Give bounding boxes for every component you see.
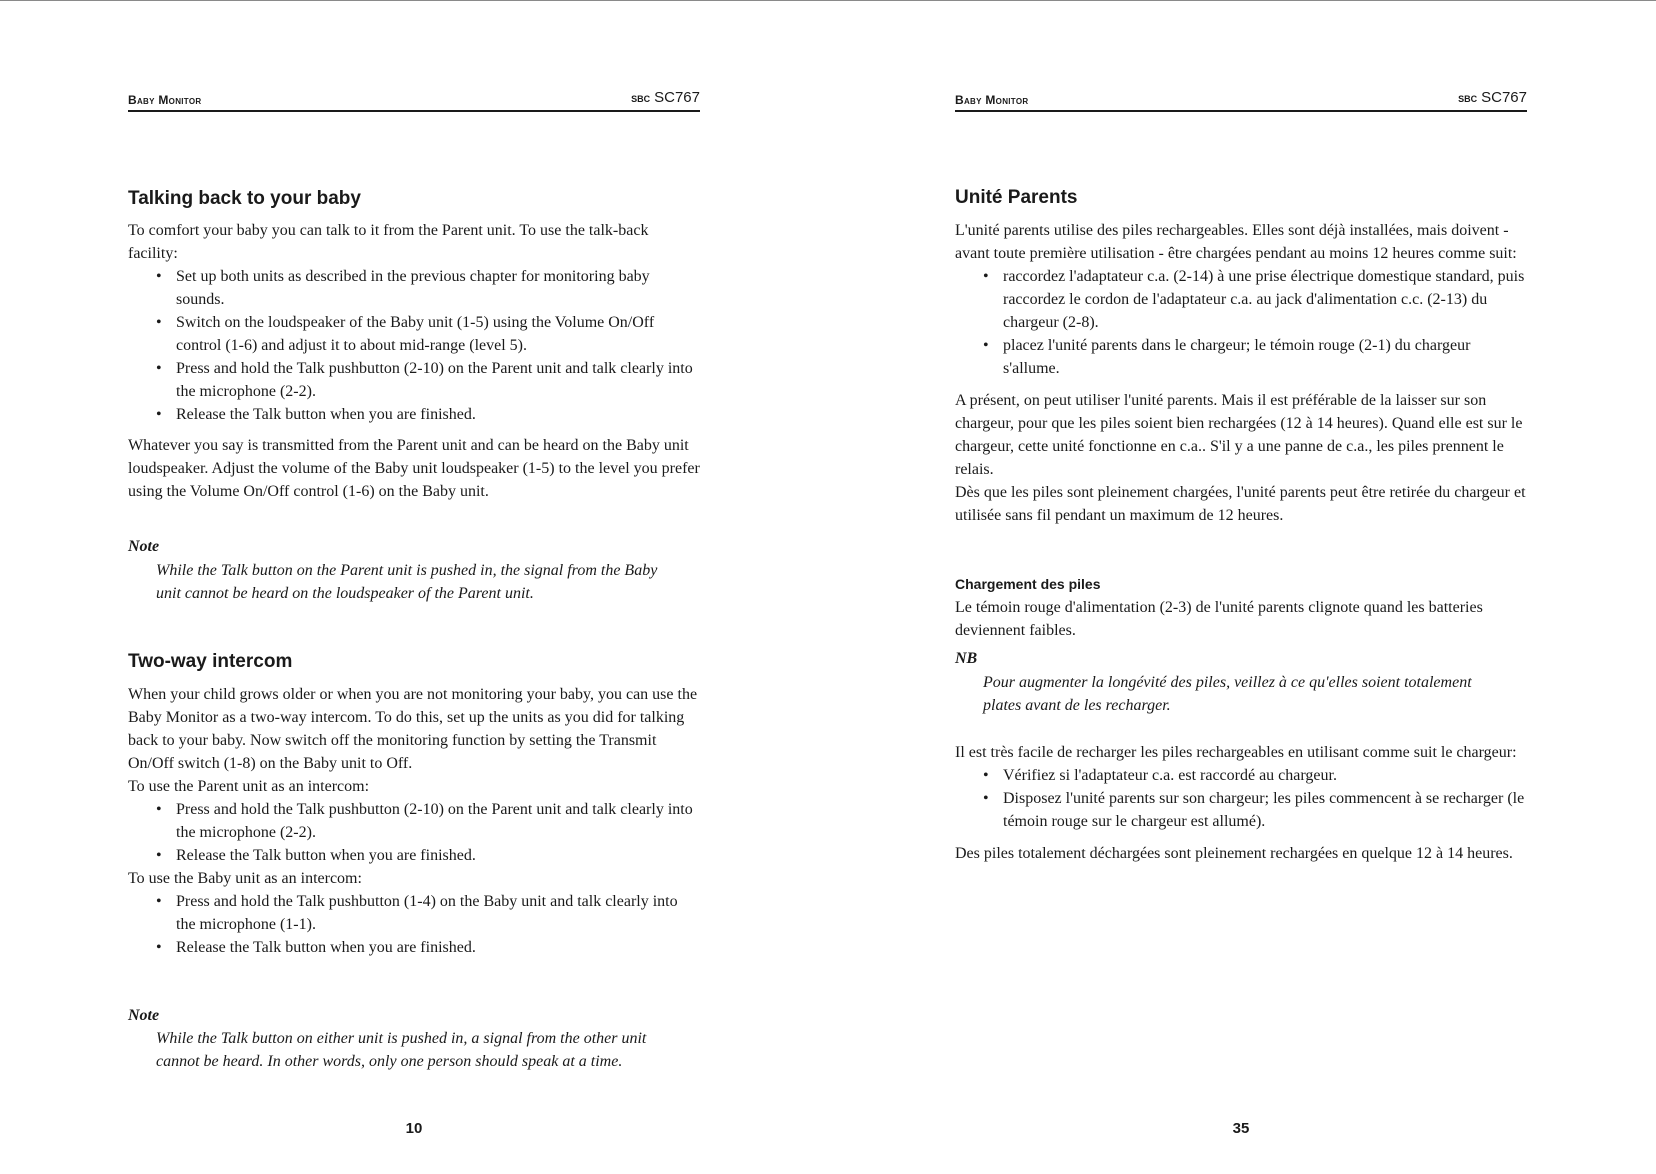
page-number: 10: [405, 1120, 423, 1137]
body-paragraph: Whatever you say is transmitted from the Parent unit and can be heard on the Baby unit loudspeaker. Adjust the volume of the Baby unit loudspeaker (1-5) to the level you prefer using the Volume On/Off control (1-6) on the Baby unit.: [128, 437, 700, 500]
body-paragraph: Dès que les piles sont pleinement chargées, l'unité parents peut être retirée du chargeur et utilisée sans fil pendant un maximum de 12 heures.: [955, 484, 1526, 524]
brand-name: Baby Monitor: [128, 93, 202, 107]
body-paragraph: Il est très facile de recharger les piles rechargeables en utilisant comme suit le chargeur:: [955, 744, 1517, 761]
list-item: • Set up both units as described in the previous chapter for monitoring baby sounds.: [176, 265, 700, 311]
body-paragraph: A présent, on peut utiliser l'unité parents. Mais il est préférable de la laisser sur son chargeur, pour que les piles soient bien rechargées (12 à 14 heures). Quand elle est sur le chargeur, cette unité fonctionne en c.a.. S'il y a une panne de c.a., les piles prennent le relais.: [955, 392, 1523, 478]
brand-name: Baby Monitor: [955, 93, 1029, 107]
note-label: Note: [128, 1007, 160, 1024]
section-body: [955, 741, 1527, 865]
sub-label: To use the Baby unit as an intercom:: [128, 870, 362, 887]
bullet-list: [955, 764, 1527, 833]
bullet-list: [128, 798, 700, 867]
list-item: • Vérifiez si l'adaptateur c.a. est raccordé au chargeur.: [1003, 764, 1527, 787]
section-body: [128, 219, 700, 503]
list-item: • Press and hold the Talk pushbutton (2-10) on the Parent unit and talk clearly into the microphone (2-2).: [176, 357, 700, 403]
bullet-list: [128, 265, 700, 426]
list-item: • Release the Talk button when you are finished.: [176, 403, 700, 426]
list-item: • Disposez l'unité parents sur son chargeur; les piles commencent à se recharger (le témoin rouge sur le chargeur est allumé).: [1003, 787, 1527, 833]
note-text: While the Talk button on the Parent unit is pushed in, the signal from the Baby unit cannot be heard on the loudspeaker of the Parent unit.: [156, 562, 658, 602]
page-number: 35: [1232, 1120, 1250, 1137]
subsection-body: [955, 596, 1527, 642]
list-item: • Switch on the loudspeaker of the Baby unit (1-5) using the Volume On/Off control (1-6) and adjust it to about mid-range (level 5).: [176, 311, 700, 357]
list-item: • Press and hold the Talk pushbutton (1-4) on the Baby unit and talk clearly into the microphone (1-1).: [176, 890, 700, 936]
section-title: Two-way intercom: [128, 651, 293, 672]
model-code: SC767: [1481, 89, 1527, 106]
running-header: [955, 88, 1527, 112]
left-page: [128, 0, 700, 1174]
model-prefix: SBC: [631, 94, 651, 104]
model-number: [631, 89, 700, 107]
running-header: [128, 88, 700, 112]
body-paragraph: Le témoin rouge d'alimentation (2-3) de l'unité parents clignote quand les batteries deviennent faibles.: [955, 599, 1483, 639]
nb-label: NB: [955, 650, 978, 667]
section-body: [128, 683, 700, 959]
list-item: • Release the Talk button when you are finished.: [176, 844, 700, 867]
model-code: SC767: [654, 89, 700, 106]
section-title: Talking back to your baby: [128, 188, 361, 209]
bullet-list: [955, 265, 1527, 380]
body-paragraph: Des piles totalement déchargées sont pleinement rechargées en quelque 12 à 14 heures.: [955, 845, 1513, 862]
intro-paragraph: When your child grows older or when you are not monitoring your baby, you can use the Baby Monitor as a two-way intercom. To do this, set up the units as you did for talking back to your baby. Now switch off the monitoring function by setting the Transmit On/Off switch (1-8) on the Baby unit to Off.: [128, 686, 698, 772]
sub-label: To use the Parent unit as an intercom:: [128, 778, 370, 795]
intro-paragraph: To comfort your baby you can talk to it from the Parent unit. To use the talk-back facility:: [128, 222, 649, 262]
subsection-title: Chargement des piles: [955, 576, 1101, 592]
note-label: Note: [128, 538, 160, 555]
section-body: [955, 219, 1527, 527]
section-title: Unité Parents: [955, 187, 1078, 208]
list-item: • placez l'unité parents dans le chargeur; le témoin rouge (2-1) du chargeur s'allume.: [1003, 334, 1527, 380]
right-page: [955, 0, 1527, 1174]
bullet-list: [128, 890, 700, 959]
nb-text: Pour augmenter la longévité des piles, veillez à ce qu'elles soient totalement plates avant de les recharger.: [983, 674, 1472, 714]
model-number: [1458, 89, 1527, 107]
note-text: While the Talk button on either unit is pushed in, a signal from the other unit cannot be heard. In other words, only one person should speak at a time.: [156, 1030, 647, 1070]
list-item: • Press and hold the Talk pushbutton (2-10) on the Parent unit and talk clearly into the microphone (2-2).: [176, 798, 700, 844]
intro-paragraph: L'unité parents utilise des piles rechargeables. Elles sont déjà installées, mais doivent - avant toute première utilisation - être chargées pendant au moins 12 heures comme suit:: [955, 222, 1517, 262]
list-item: • Release the Talk button when you are finished.: [176, 936, 700, 959]
model-prefix: SBC: [1458, 94, 1478, 104]
list-item: • raccordez l'adaptateur c.a. (2-14) à une prise électrique domestique standard, puis raccordez le cordon de l'adaptateur c.a. au jack d'alimentation c.c. (2-13) du chargeur (2-8).: [1003, 265, 1527, 334]
